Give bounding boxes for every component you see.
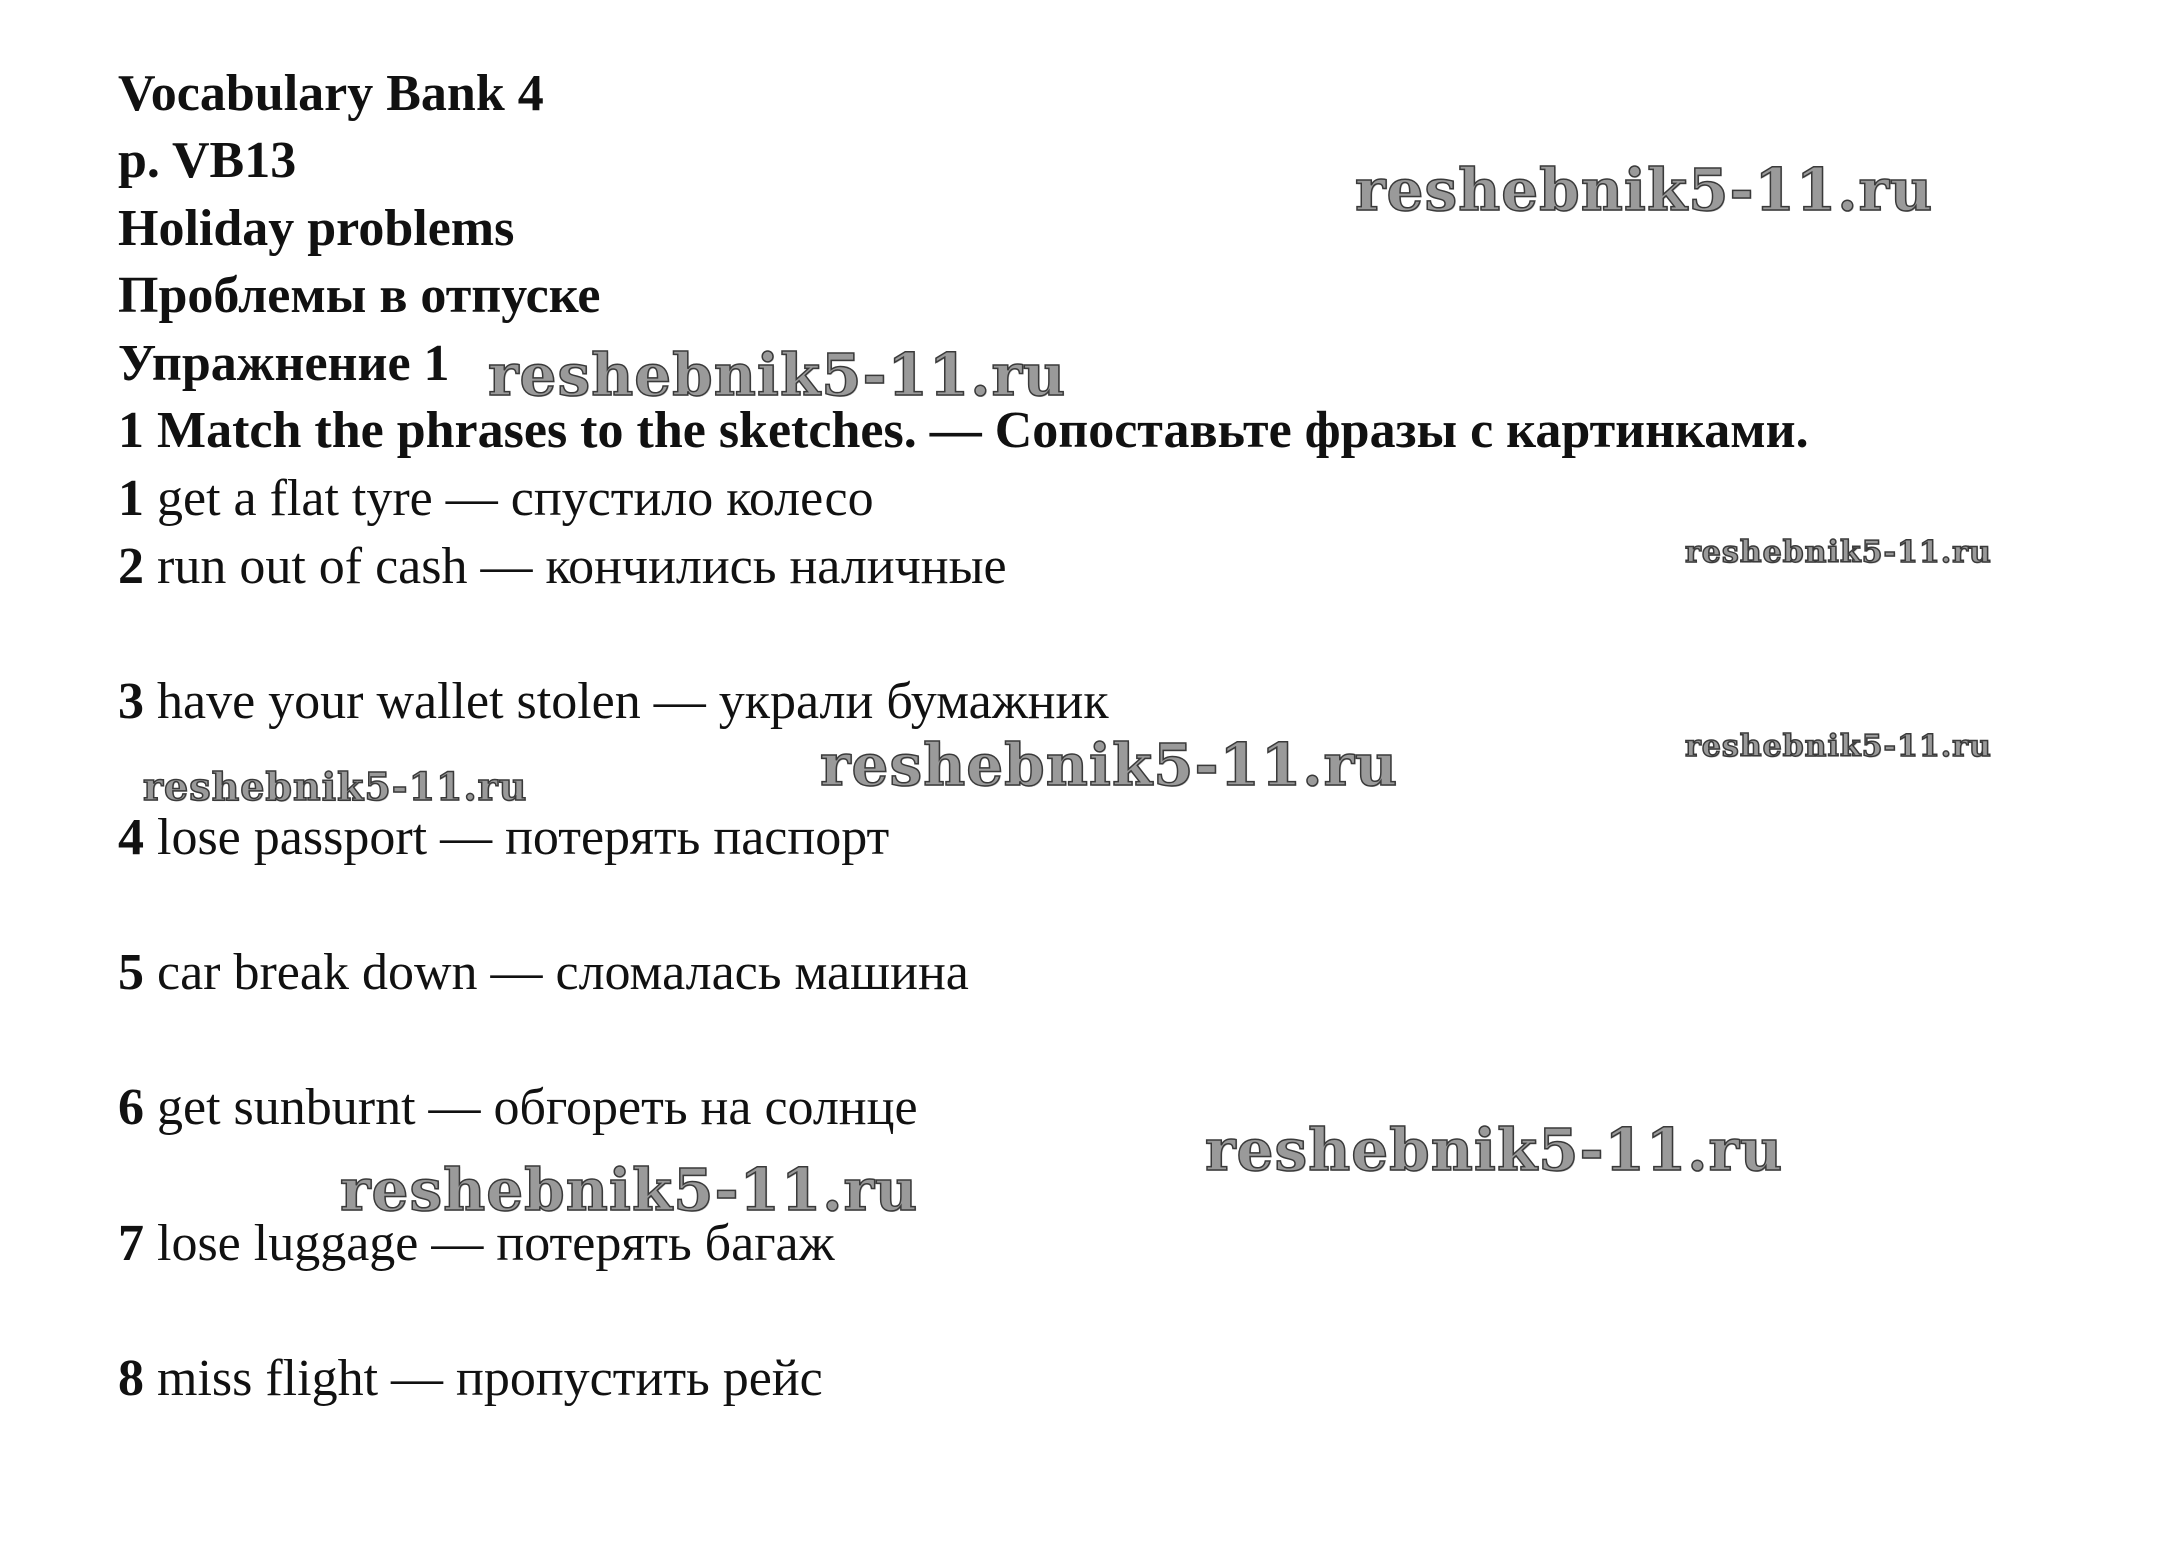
item-number: 4 bbox=[118, 809, 144, 866]
watermark: reshebnik5-11.ru bbox=[1355, 156, 1934, 224]
topic-russian: Проблемы в отпуске bbox=[118, 267, 601, 324]
item-number: 7 bbox=[118, 1215, 144, 1272]
watermark: reshebnik5-11.ru bbox=[1685, 729, 1992, 764]
list-item bbox=[118, 469, 874, 529]
item-number: 3 bbox=[118, 673, 144, 730]
list-item bbox=[118, 808, 889, 868]
item-number: 1 bbox=[118, 470, 144, 527]
item-text: lose passport — потерять паспорт bbox=[144, 809, 890, 866]
watermark: reshebnik5-11.ru bbox=[143, 764, 528, 809]
item-text: car break down — сломалась машина bbox=[144, 944, 969, 1001]
exercise-heading: Упражнение 1 bbox=[118, 335, 450, 392]
task-instruction: 1 Match the phrases to the sketches. — Сопоставьте фразы с картинками. bbox=[118, 402, 1809, 459]
item-number: 6 bbox=[118, 1079, 144, 1136]
topic-english: Holiday problems bbox=[118, 200, 515, 257]
list-item bbox=[118, 537, 1007, 597]
item-text: miss flight — пропустить рейс bbox=[144, 1350, 823, 1407]
item-text: get a flat tyre — спустило колесо bbox=[144, 470, 874, 527]
item-number: 8 bbox=[118, 1350, 144, 1407]
item-number: 5 bbox=[118, 944, 144, 1001]
item-text: have your wallet stolen — украли бумажник bbox=[144, 673, 1109, 730]
page-reference: p. VB13 bbox=[118, 132, 297, 189]
watermark: reshebnik5-11.ru bbox=[1205, 1116, 1784, 1184]
watermark: reshebnik5-11.ru bbox=[1685, 535, 1992, 570]
list-item bbox=[118, 943, 969, 1003]
watermark: reshebnik5-11.ru bbox=[820, 731, 1399, 799]
item-text: lose luggage — потерять багаж bbox=[144, 1215, 835, 1272]
list-item bbox=[118, 1349, 823, 1409]
watermark: reshebnik5-11.ru bbox=[488, 341, 1067, 409]
document-title: Vocabulary Bank 4 bbox=[118, 65, 544, 122]
item-number: 2 bbox=[118, 538, 144, 595]
item-text: run out of cash — кончились наличные bbox=[144, 538, 1007, 595]
list-item bbox=[118, 672, 1109, 732]
item-text: get sunburnt — обгореть на солнце bbox=[144, 1079, 918, 1136]
watermark: reshebnik5-11.ru bbox=[340, 1156, 919, 1224]
list-item bbox=[118, 1078, 918, 1138]
